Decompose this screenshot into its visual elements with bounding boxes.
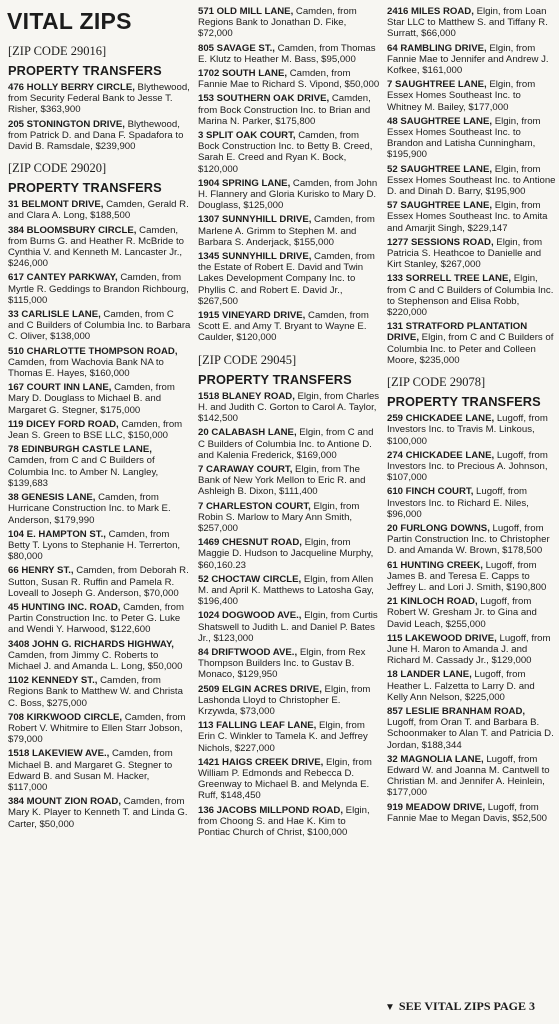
entry-details: Camden, from Burns G. and Heather R. McBride to Cynthia V. and Kenneth M. Lancaster Jr., $246,000 bbox=[8, 224, 184, 270]
entry-details: Camden, from Thomas E. Klutz to Heather M. Bass, $95,000 bbox=[198, 42, 376, 65]
entry-details: Elgin, from Erin C. Winkler to Tamela K. and Jeffrey Nichols, $227,000 bbox=[198, 720, 368, 754]
zip-code-heading: [ZIP CODE 29078] bbox=[387, 375, 486, 390]
entry-address: 259 CHICKADEE LANE, bbox=[387, 413, 495, 425]
entry-details: Elgin, from Essex Homes Southeast Inc. to Brandon and Latisha Cunningham, $195,900 bbox=[387, 115, 541, 161]
entry-details: Elgin, from Essex Homes Southeast Inc. to Antione D. and Dinah D. Barry, $195,900 bbox=[387, 163, 556, 198]
entry-address: 510 CHARLOTTE THOMPSON ROAD, bbox=[8, 345, 178, 357]
entry-address: 7 CHARLESTON COURT, bbox=[198, 500, 311, 512]
see-label: SEE bbox=[398, 999, 422, 1013]
entry-details: Lugoff, from June H. Maron to Amanda J. and Richard M. Cassady Jr., $129,000 bbox=[387, 632, 551, 667]
entry-details: Lugoff, from Fannie Mae to Megan Davis, $52,500 bbox=[387, 801, 547, 824]
property-transfers-heading: PROPERTY TRANSFERS bbox=[8, 63, 162, 78]
entry-address: 131 STRATFORD PLANTATION DRIVE, bbox=[387, 321, 528, 344]
entry-address: 476 HOLLY BERRY CIRCLE, bbox=[8, 82, 135, 93]
entry-address: 1469 CHESNUT ROAD, bbox=[198, 537, 302, 549]
entry-details: Elgin, from Loan Star LLC to Matthew S. and Tiffany R. Surratt, $66,000 bbox=[387, 6, 548, 40]
entry-address: 205 STONINGTON DRIVE, bbox=[8, 118, 125, 130]
continued-reference bbox=[385, 999, 535, 1014]
transfer-entry bbox=[8, 639, 191, 673]
transfer-entry bbox=[8, 419, 191, 441]
entry-address: 274 CHICKADEE LANE, bbox=[387, 449, 495, 461]
entry-details: Elgin, from Maggie D. Hudson to Jacqueline Murphy, $60,160.23 bbox=[198, 537, 374, 571]
transfer-entry bbox=[8, 225, 191, 270]
entry-details: Camden, from Betty T. Lyons to Stephanie H. Terrerton, $80,000 bbox=[8, 528, 181, 563]
transfer-entry bbox=[198, 310, 380, 344]
entry-details: Elgin, from Charles H. and Judith C. Gorton to Carol A. Taylor, $142,500 bbox=[198, 390, 380, 425]
entry-details: Elgin, from C and C Builders of Columbia Inc. to Antione D. and Kalenia Frederick, $169,000 bbox=[198, 427, 374, 461]
column-1 bbox=[4, 6, 191, 833]
transfer-entry bbox=[387, 43, 556, 77]
transfer-entry bbox=[8, 272, 191, 306]
entry-address: 32 MAGNOLIA LANE, bbox=[387, 753, 484, 765]
transfer-entry bbox=[198, 464, 380, 498]
entry-details: Camden, from C and C Builders of Columbia Inc. to Amber N. Langley, $139,683 bbox=[8, 455, 159, 489]
transfer-entry bbox=[198, 537, 380, 571]
entry-address: 153 SOUTHERN OAK DRIVE, bbox=[198, 93, 330, 105]
entry-details: Camden, from Fannie Mae to Richard S. Vipond, $50,000 bbox=[198, 68, 380, 91]
entry-address: 52 CHOCTAW CIRCLE, bbox=[198, 573, 302, 585]
entry-details: Elgin, from Allen M. and April K. Matthews to Latosha Gay, $196,400 bbox=[198, 573, 374, 608]
entry-details: Camden, from John H. Flannery and Gloria Kurisko to Mary D. Douglass, $125,000 bbox=[198, 177, 378, 212]
entry-details: Elgin, from C and C Builders of Columbia Inc. to Peter and Colleen Moore, $235,000 bbox=[387, 332, 554, 366]
transfer-entry bbox=[387, 164, 556, 198]
entry-details: Elgin, from Essex Homes Southeast Inc. to Amita and Amarjit Singh, $229,147 bbox=[387, 200, 548, 234]
transfer-entry bbox=[8, 565, 191, 599]
transfer-entry bbox=[387, 413, 556, 447]
transfer-entry bbox=[8, 346, 191, 380]
transfer-entry bbox=[387, 560, 556, 594]
entry-address: 57 SAUGHTREE LANE, bbox=[387, 200, 493, 212]
transfer-entry bbox=[198, 501, 380, 535]
entry-address: 45 HUNTING INC. ROAD, bbox=[8, 601, 121, 613]
entry-details: Lugoff, from Investors Inc. to Travis M. Linkous, $100,000 bbox=[387, 413, 548, 447]
entry-address: 2509 ELGIN ACRES DRIVE, bbox=[198, 683, 322, 695]
entry-address: 104 E. HAMPTON ST., bbox=[8, 528, 106, 540]
transfer-entry bbox=[387, 79, 556, 113]
entry-address: 919 MEADOW DRIVE, bbox=[387, 801, 486, 813]
transfer-entry bbox=[387, 596, 556, 630]
transfer-entry bbox=[198, 427, 380, 461]
entry-address: 617 CANTEY PARKWAY, bbox=[8, 272, 118, 284]
transfer-entry bbox=[198, 68, 380, 90]
entry-address: 113 FALLING LEAF LANE, bbox=[198, 720, 317, 732]
entry-address: 1307 SUNNYHILL DRIVE, bbox=[198, 214, 312, 226]
transfer-entry bbox=[198, 43, 380, 65]
transfer-entry bbox=[8, 748, 191, 793]
transfer-entry bbox=[198, 684, 380, 718]
entry-address: 48 SAUGHTREE LANE, bbox=[387, 115, 493, 127]
entry-address: 7 SAUGHTREE LANE, bbox=[387, 79, 487, 91]
entry-details: Lugoff, from Oran T. and Barbara B. Schoonmaker to Alan T. and Patricia D. Jordan, $188,344 bbox=[387, 717, 554, 751]
entry-address: 3408 JOHN G. RICHARDS HIGHWAY, bbox=[8, 638, 174, 650]
entry-address: 805 SAVAGE ST., bbox=[198, 42, 275, 54]
transfer-entry bbox=[387, 754, 556, 799]
entry-address: 1277 SESSIONS ROAD, bbox=[387, 236, 494, 248]
entry-address: 33 CARLISLE LANE, bbox=[8, 309, 101, 321]
entry-address: 610 FINCH COURT, bbox=[387, 486, 474, 498]
entry-details: Camden, from Jimmy C. Roberts to Michael J. and Amanda L. Long, $50,000 bbox=[8, 649, 183, 672]
transfer-entry bbox=[387, 802, 556, 824]
entry-details: Lugoff, from Robert W. Gresham Jr. to Gina and David Leach, $255,000 bbox=[387, 596, 537, 630]
entry-address: 384 MOUNT ZION ROAD, bbox=[8, 796, 122, 808]
entry-details: Elgin, from Choong S. and Hae K. Kim to Pontiac Church of Christ, $100,000 bbox=[198, 804, 370, 838]
transfer-entry bbox=[8, 199, 191, 221]
transfer-entry bbox=[8, 382, 191, 416]
entry-details: Camden, from Regions Bank to Matthew W. and Christa C. Boss, $275,000 bbox=[8, 675, 183, 709]
entry-address: 571 OLD MILL LANE, bbox=[198, 6, 294, 17]
transfer-entry bbox=[8, 675, 191, 709]
see-page: PAGE 3 bbox=[493, 999, 535, 1013]
entry-details: Elgin, from William P. Edmonds and Rebecca D. Greenway to Michael B. and Melynda E. Ruff, $148,450 bbox=[198, 756, 372, 802]
transfer-entry bbox=[198, 805, 380, 839]
entry-details: Camden, from Robert V. Whitmire to Ellen Starr Jobson, $79,000 bbox=[8, 711, 186, 746]
transfer-entry bbox=[198, 178, 380, 212]
entry-details: Lugoff, from James B. and Teresa E. Capps to Jeffrey L. and Lori J. Smith, $190,800 bbox=[387, 559, 547, 593]
property-transfers-heading: PROPERTY TRANSFERS bbox=[387, 394, 541, 410]
entry-address: 136 JACOBS MILLPOND ROAD, bbox=[198, 804, 343, 816]
entry-address: 18 LANDER LANE, bbox=[387, 669, 472, 681]
transfer-entry bbox=[198, 93, 380, 127]
transfer-entry bbox=[198, 251, 380, 307]
entry-address: 38 GENESIS LANE, bbox=[8, 492, 96, 504]
transfer-entry bbox=[387, 273, 556, 318]
transfer-entry bbox=[387, 116, 556, 161]
entry-details: Camden, from Marlene A. Grimm to Stephen M. and Barbara S. Anderjack, $155,000 bbox=[198, 214, 375, 248]
transfer-entry bbox=[387, 321, 556, 366]
transfer-entry bbox=[387, 200, 556, 234]
entry-details: Elgin, from Patricia S. Heathcoe to Danielle and Kirt Stanley, $267,000 bbox=[387, 236, 543, 271]
entry-address: 1702 SOUTH LANE, bbox=[198, 68, 288, 80]
transfer-entry bbox=[8, 309, 191, 343]
transfer-entry bbox=[387, 6, 556, 40]
transfer-entry bbox=[8, 796, 191, 830]
transfer-entry bbox=[8, 492, 191, 526]
entry-address: 3 SPLIT OAK COURT, bbox=[198, 130, 296, 142]
entry-details: Camden, from Hurricane Construction Inc. to Mark E. Anderson, $179,990 bbox=[8, 492, 171, 526]
transfer-entry bbox=[198, 391, 380, 425]
entry-details: Camden, from Scott E. and Amy T. Bryant to Wayne E. Caulder, $120,000 bbox=[198, 310, 369, 344]
transfer-entry bbox=[198, 6, 380, 40]
entry-details: Lugoff, from Investors Inc. to Precious A. Johnson, $107,000 bbox=[387, 449, 548, 484]
zip-code-heading: [ZIP CODE 29045] bbox=[198, 352, 297, 367]
entry-address: 64 RAMBLING DRIVE, bbox=[387, 42, 487, 54]
transfer-entry bbox=[387, 633, 556, 667]
entry-details: Camden, from Regions Bank to Jonathan D. Fike, $72,000 bbox=[198, 6, 357, 40]
transfer-entry bbox=[198, 130, 380, 175]
zip-code-heading: [ZIP CODE 29020] bbox=[8, 161, 107, 176]
entry-details: Blythewood, from Patrick D. and Dana F. Spadafora to David B. Ramsdale, $239,900 bbox=[8, 118, 184, 153]
entry-address: 133 SORRELL TREE LANE, bbox=[387, 273, 512, 285]
entry-address: 20 FURLONG DOWNS, bbox=[387, 522, 490, 534]
transfer-entry bbox=[387, 669, 556, 703]
transfer-entry bbox=[387, 486, 556, 520]
entry-details: Elgin, from The Bank of New York Mellon to Eric R. and Ashleigh B. Dixon, $111,400 bbox=[198, 463, 366, 498]
column-3 bbox=[383, 6, 556, 827]
entry-address: 1102 KENNEDY ST., bbox=[8, 675, 98, 687]
entry-details: Camden, from Wachovia Bank NA to Thomas E. Hayes, $160,000 bbox=[8, 356, 164, 380]
transfer-entry bbox=[8, 602, 191, 636]
entry-details: Blythewood, from Security Federal Bank to Jesse T. Risher, $363,900 bbox=[8, 82, 190, 116]
entry-address: 52 SAUGHTREE LANE, bbox=[387, 163, 493, 175]
transfer-entry bbox=[8, 444, 191, 489]
entry-details: Elgin, from Robin S. Marlow to Mary Ann Smith, $257,000 bbox=[198, 500, 360, 534]
entry-details: Camden, from Myrtle R. Geddings to Brandon Richbourg, $115,000 bbox=[8, 272, 189, 306]
entry-details: Elgin, from Lashonda Lloyd to Christopher E. Krzywda, $73,000 bbox=[198, 683, 371, 717]
transfer-entry bbox=[198, 757, 380, 802]
column-2 bbox=[194, 6, 380, 841]
transfer-entry bbox=[8, 529, 191, 563]
entry-address: 20 CALABASH LANE, bbox=[198, 427, 297, 439]
page-title: VITAL ZIPS bbox=[7, 8, 132, 34]
entry-details: Lugoff, from Edward W. and Joanna M. Cantwell to Christian M. and Jennifer A. Heinlein, $177,000 bbox=[387, 753, 550, 799]
entry-address: 1518 BLANEY ROAD, bbox=[198, 390, 295, 402]
entry-details: Elgin, from Fannie Mae to Jennifer and Andrew J. Kofkee, $161,000 bbox=[387, 42, 549, 77]
property-transfers-heading: PROPERTY TRANSFERS bbox=[8, 180, 162, 196]
entry-address: 857 LESLIE BRANHAM ROAD, bbox=[387, 705, 526, 717]
entry-details: Elgin, from C and C Builders of Columbia Inc. to Stephenson and Elisa Robb, $220,000 bbox=[387, 273, 554, 319]
entry-details: Camden, from Mary D. Douglass to Michael B. and Margaret G. Stegner, $175,000 bbox=[8, 382, 175, 416]
entry-details: Camden, from Jean S. Green to BSE LLC, $150,000 bbox=[8, 418, 183, 442]
transfer-entry bbox=[387, 237, 556, 271]
entry-details: Camden, from C and C Builders of Columbia Inc. to Barbara C. Oliver, $138,000 bbox=[8, 309, 191, 343]
entry-address: 66 HENRY ST., bbox=[8, 565, 74, 577]
entry-address: 1904 SPRING LANE, bbox=[198, 177, 291, 189]
entry-address: 167 COURT INN LANE, bbox=[8, 382, 112, 394]
transfer-entry bbox=[8, 119, 191, 153]
entry-details: Elgin, from Rex Thompson Builders Inc. to Gustav B. Monaco, $129,950 bbox=[198, 646, 366, 681]
entry-details: Camden, from Michael B. and Margaret G. Stegner to Edward B. and Susan M. Hacker, $117,000 bbox=[8, 748, 173, 793]
entry-address: 708 KIRKWOOD CIRCLE, bbox=[8, 711, 123, 723]
transfer-entry bbox=[8, 712, 191, 746]
entry-address: 1024 DOGWOOD AVE., bbox=[198, 610, 302, 622]
entry-address: 21 KINLOCH ROAD, bbox=[387, 596, 478, 608]
entry-address: 119 DICEY FORD ROAD, bbox=[8, 418, 119, 430]
transfer-entry bbox=[198, 647, 380, 681]
transfer-entry bbox=[8, 82, 191, 116]
entry-details: Camden, from Mary K. Player to Kenneth T. and Linda G. Carter, $50,000 bbox=[8, 796, 188, 830]
entry-address: 61 HUNTING CREEK, bbox=[387, 559, 483, 571]
down-arrow-icon: ▼ bbox=[385, 1002, 395, 1013]
entry-address: 84 DRIFTWOOD AVE., bbox=[198, 646, 298, 658]
entry-details: Elgin, from Curtis Shatswell to Judith L. and Daniel P. Bates Jr., $123,000 bbox=[198, 610, 378, 644]
see-ref: VITAL ZIPS bbox=[424, 999, 491, 1013]
entry-details: Lugoff, from Heather L. Falzetta to Larry D. and Kelly Ann Nelson, $225,000 bbox=[387, 669, 535, 703]
transfer-entry bbox=[387, 450, 556, 484]
entry-address: 1915 VINEYARD DRIVE, bbox=[198, 310, 306, 322]
entry-address: 7 CARAWAY COURT, bbox=[198, 463, 293, 475]
transfer-entry bbox=[198, 610, 380, 644]
transfer-entry bbox=[198, 214, 380, 248]
transfer-entry bbox=[198, 720, 380, 754]
entry-details: Elgin, from Essex Homes Southeast Inc. to Whitney M. Bailey, $177,000 bbox=[387, 79, 536, 113]
entry-details: Lugoff, from Partin Construction Inc. to Christopher D. and Amanda W. Brown, $178,500 bbox=[387, 522, 550, 557]
entry-details: Camden, from the Estate of Robert E. David and Twin Lakes Development Company Inc. to Phyllis C. and Robert E. David Jr., $267,500 bbox=[198, 251, 375, 307]
entry-details: Camden, from Deborah R. Sutton, Susan R. Ruffin and Pamela R. Loveall to Joseph G. Anderson, $70,000 bbox=[8, 565, 189, 599]
entry-details: Camden, from Partin Construction Inc. to Peter G. Luke and Wendi Y. Harwood, $122,600 bbox=[8, 601, 184, 636]
entry-address: 78 EDINBURGH CASTLE LANE, bbox=[8, 444, 152, 456]
transfer-entry bbox=[387, 523, 556, 557]
transfer-entry bbox=[198, 574, 380, 608]
property-transfers-heading: PROPERTY TRANSFERS bbox=[198, 371, 352, 387]
entry-address: 384 BLOOMSBURY CIRCLE, bbox=[8, 224, 137, 236]
entry-address: 31 BELMONT DRIVE, bbox=[8, 199, 104, 211]
entry-details: Camden, from Bock Construction Inc. to Brian and Marina N. Parker, $175,800 bbox=[198, 93, 371, 127]
entry-address: 1518 LAKEVIEW AVE., bbox=[8, 748, 110, 760]
entry-address: 1421 HAIGS CREEK DRIVE, bbox=[198, 756, 324, 768]
entry-address: 2416 MILES ROAD, bbox=[387, 6, 474, 17]
entry-details: Lugoff, from Investors Inc. to Richard E. Niles, $96,000 bbox=[387, 486, 529, 520]
entry-address: 1345 SUNNYHILL DRIVE, bbox=[198, 251, 312, 263]
transfer-entry bbox=[387, 706, 556, 751]
entry-address: 115 LAKEWOOD DRIVE, bbox=[387, 632, 497, 644]
zip-code-heading: [ZIP CODE 29016] bbox=[8, 44, 107, 58]
entry-details: Camden, Gerald R. and Clara A. Long, $188,500 bbox=[8, 199, 189, 222]
entry-details: Camden, from Bock Construction Inc. to Betty B. Creed, Sarah E. Creed and Ryan K. Bock, $120,000 bbox=[198, 130, 373, 175]
